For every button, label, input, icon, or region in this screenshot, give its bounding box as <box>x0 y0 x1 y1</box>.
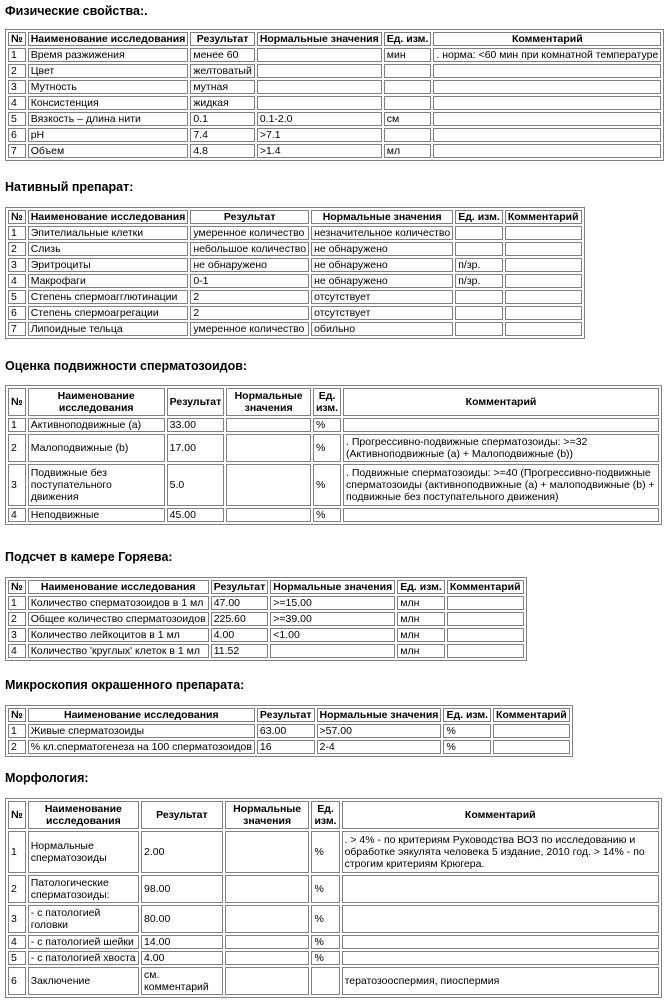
table-cell <box>257 80 382 94</box>
table-cell: % <box>443 740 491 754</box>
column-header: Результат <box>167 388 225 416</box>
table-native <box>5 207 585 339</box>
table-cell <box>455 226 503 240</box>
table-cell: млн <box>397 612 445 626</box>
table-cell: 2 <box>190 290 309 304</box>
table-cell: Живые сперматозоиды <box>28 724 255 738</box>
table-cell: 6 <box>8 967 26 995</box>
table-cell: см. комментарий <box>141 967 223 995</box>
column-header: Комментарий <box>493 708 570 722</box>
table-cell: 2-4 <box>317 740 442 754</box>
table-cell: 2 <box>190 306 309 320</box>
table-cell: Количество лейкоцитов в 1 мл <box>28 628 209 642</box>
column-header: Комментарий <box>447 580 524 594</box>
table-cell: Заключение <box>28 967 139 995</box>
table-cell: 4.00 <box>141 951 223 965</box>
column-header: Наименование исследования <box>28 580 209 594</box>
table-cell: не обнаружено <box>311 258 453 272</box>
table-cell: мутная <box>190 80 254 94</box>
table-cell: % <box>313 508 341 522</box>
section-title-stained: Микроскопия окрашенного препарата: <box>5 678 245 692</box>
table-cell: >7.1 <box>257 128 382 142</box>
table-cell: п/зр. <box>455 258 503 272</box>
table-cell: . Подвижные сперматозоиды: >=40 (Прогрессивно-подвижные сперматозоиды (активноподвижные (a) + малоподвижные (b) + подвижные без поступательного движения) <box>343 464 659 506</box>
table-header-row <box>8 210 582 224</box>
table-cell <box>225 905 310 933</box>
table-cell <box>433 64 661 78</box>
table-row <box>8 112 661 126</box>
column-header: Наименование исследования <box>28 210 189 224</box>
table-row <box>8 64 661 78</box>
column-header: Наименование исследования <box>28 32 189 46</box>
table-cell: % <box>313 464 341 506</box>
table-cell: 225.60 <box>211 612 269 626</box>
table-row <box>8 96 661 110</box>
table-cell: 16 <box>257 740 315 754</box>
column-header: Наименование исследования <box>28 708 255 722</box>
table-cell: менее 60 <box>190 48 254 62</box>
table-cell <box>505 242 582 256</box>
table-cell: 2 <box>8 64 26 78</box>
table-cell: 45.00 <box>167 508 225 522</box>
column-header: № <box>8 580 26 594</box>
table-cell: 6 <box>8 306 26 320</box>
table-cell: Консистенция <box>28 96 189 110</box>
table-cell <box>447 644 524 658</box>
table-cell: желтоватый <box>190 64 254 78</box>
table-cell: 4 <box>8 274 26 288</box>
table-cell: 2.00 <box>141 831 223 873</box>
table-cell: 7 <box>8 322 26 336</box>
table-cell <box>447 596 524 610</box>
table-cell: Время разжижения <box>28 48 189 62</box>
table-cell <box>433 80 661 94</box>
column-header: Комментарий <box>342 801 659 829</box>
column-header: № <box>8 801 26 829</box>
table-cell: 1 <box>8 48 26 62</box>
table-cell: 2 <box>8 875 26 903</box>
column-header: Результат <box>141 801 223 829</box>
table-cell: см <box>384 112 432 126</box>
table-cell: 7 <box>8 144 26 158</box>
column-header: Ед. изм. <box>397 580 445 594</box>
table-cell: >=15.00 <box>270 596 395 610</box>
table-cell <box>447 628 524 642</box>
table-cell: 5 <box>8 112 26 126</box>
table-cell <box>505 226 582 240</box>
table-cell <box>455 322 503 336</box>
table-row <box>8 258 582 272</box>
table-cell <box>342 951 659 965</box>
table-cell: 3 <box>8 905 26 933</box>
table-cell <box>226 418 311 432</box>
table-cell: . Прогрессивно-подвижные сперматозоиды: >=32 (Активноподвижные (a) + Малоподвижные (b)) <box>343 434 659 462</box>
table-cell: % <box>311 875 339 903</box>
table-cell: тератозооспермия, пиоспермия <box>342 967 659 995</box>
table-cell <box>505 290 582 304</box>
table-cell: Степень спермоагрегации <box>28 306 189 320</box>
section-title-physical: Физические свойства:. <box>5 4 148 18</box>
table-cell: 0.1-2.0 <box>257 112 382 126</box>
table-cell: Эритроциты <box>28 258 189 272</box>
table-motility <box>5 385 662 525</box>
table-cell: Объем <box>28 144 189 158</box>
table-cell <box>257 64 382 78</box>
table-cell: Патологические сперматозоиды: <box>28 875 139 903</box>
column-header: Ед. изм. <box>313 388 341 416</box>
table-cell: 0.1 <box>190 112 254 126</box>
table-cell <box>493 724 570 738</box>
table-cell: 14.00 <box>141 935 223 949</box>
table-cell <box>311 967 339 995</box>
table-cell <box>226 464 311 506</box>
table-cell <box>433 96 661 110</box>
table-cell: % <box>311 935 339 949</box>
column-header: Наименование исследования <box>28 388 165 416</box>
table-cell: 3 <box>8 258 26 272</box>
table-row <box>8 144 661 158</box>
table-cell <box>505 258 582 272</box>
table-cell <box>505 306 582 320</box>
table-cell: 4 <box>8 644 26 658</box>
table-cell: млн <box>397 644 445 658</box>
table-cell: Количество 'круглых' клеток в 1 мл <box>28 644 209 658</box>
table-cell: % <box>313 434 341 462</box>
table-cell <box>225 967 310 995</box>
table-cell <box>225 935 310 949</box>
table-row <box>8 80 661 94</box>
table-cell: % <box>311 951 339 965</box>
table-cell: 1 <box>8 418 26 432</box>
table-cell: 4.8 <box>190 144 254 158</box>
column-header: Нормальные значения <box>225 801 310 829</box>
column-header: Ед. изм. <box>455 210 503 224</box>
column-header: Нормальные значения <box>270 580 395 594</box>
table-cell <box>342 905 659 933</box>
table-row <box>8 724 570 738</box>
table-cell: небольшое количество <box>190 242 309 256</box>
table-cell: 5.0 <box>167 464 225 506</box>
table-cell <box>505 274 582 288</box>
table-cell <box>455 242 503 256</box>
table-cell: % <box>313 418 341 432</box>
table-cell: Вязкость – длина нити <box>28 112 189 126</box>
section-title-motility: Оценка подвижности сперматозоидов: <box>5 359 248 373</box>
table-cell <box>447 612 524 626</box>
section-title-morphology: Морфология: <box>5 771 89 785</box>
table-row <box>8 226 582 240</box>
table-cell <box>384 80 432 94</box>
table-morphology <box>5 798 662 998</box>
table-cell: обильно <box>311 322 453 336</box>
table-row <box>8 831 659 873</box>
table-goryaev <box>5 577 527 661</box>
column-header: Нормальные значения <box>226 388 311 416</box>
table-cell <box>226 508 311 522</box>
column-header: № <box>8 32 26 46</box>
table-cell: 5 <box>8 290 26 304</box>
table-cell: мл <box>384 144 432 158</box>
table-cell: 2 <box>8 434 26 462</box>
table-cell: млн <box>397 596 445 610</box>
table-cell: >57.00 <box>317 724 442 738</box>
column-header: Комментарий <box>505 210 582 224</box>
table-cell: pH <box>28 128 189 142</box>
column-header: Комментарий <box>433 32 661 46</box>
table-cell: Общее количество сперматозоидов <box>28 612 209 626</box>
table-header-row <box>8 580 524 594</box>
table-row <box>8 596 524 610</box>
table-cell: >1.4 <box>257 144 382 158</box>
table-row <box>8 967 659 995</box>
table-cell: >=39.00 <box>270 612 395 626</box>
table-cell: 98.00 <box>141 875 223 903</box>
column-header: Комментарий <box>343 388 659 416</box>
section-title-goryaev: Подсчет в камере Горяева: <box>5 550 173 564</box>
table-cell: <1.00 <box>270 628 395 642</box>
table-cell: 80.00 <box>141 905 223 933</box>
table-header-row <box>8 32 661 46</box>
table-physical <box>5 29 664 161</box>
table-row <box>8 740 570 754</box>
table-cell <box>384 96 432 110</box>
table-row <box>8 242 582 256</box>
column-header: Результат <box>211 580 269 594</box>
table-cell: - с патологией хвоста <box>28 951 139 965</box>
table-cell: мин <box>384 48 432 62</box>
table-cell: 1 <box>8 596 26 610</box>
table-cell: 17.00 <box>167 434 225 462</box>
table-cell: Степень спермоагглютинации <box>28 290 189 304</box>
table-header-row <box>8 388 659 416</box>
table-row <box>8 508 659 522</box>
table-cell <box>384 128 432 142</box>
table-cell: 3 <box>8 464 26 506</box>
table-cell <box>225 831 310 873</box>
table-cell: Малоподвижные (b) <box>28 434 165 462</box>
table-cell <box>433 112 661 126</box>
table-cell <box>257 96 382 110</box>
table-cell <box>342 935 659 949</box>
table-row <box>8 644 524 658</box>
table-row <box>8 935 659 949</box>
table-header-row <box>8 708 570 722</box>
table-cell <box>225 875 310 903</box>
table-cell <box>455 306 503 320</box>
table-cell: Слизь <box>28 242 189 256</box>
column-header: Наименование исследования <box>28 801 139 829</box>
table-cell: 6 <box>8 128 26 142</box>
table-cell <box>225 951 310 965</box>
table-cell: 33.00 <box>167 418 225 432</box>
column-header: Результат <box>257 708 315 722</box>
table-cell <box>226 434 311 462</box>
table-cell: 0-1 <box>190 274 309 288</box>
table-cell: 4 <box>8 96 26 110</box>
table-cell <box>493 740 570 754</box>
table-cell: 3 <box>8 628 26 642</box>
table-cell: 1 <box>8 226 26 240</box>
table-cell: % <box>311 831 339 873</box>
table-cell: не обнаружено <box>311 242 453 256</box>
table-cell <box>257 48 382 62</box>
table-cell: 2 <box>8 740 26 754</box>
table-cell: 1 <box>8 831 26 873</box>
column-header: № <box>8 210 26 224</box>
column-header: № <box>8 708 26 722</box>
table-cell: Липоидные тельца <box>28 322 189 336</box>
table-cell: 5 <box>8 951 26 965</box>
table-cell: млн <box>397 628 445 642</box>
table-cell: Цвет <box>28 64 189 78</box>
table-cell: - с патологией шейки <box>28 935 139 949</box>
table-row <box>8 434 659 462</box>
table-cell: Неподвижные <box>28 508 165 522</box>
table-cell: Мутность <box>28 80 189 94</box>
table-cell: Подвижные без поступательного движения <box>28 464 165 506</box>
table-cell: 63.00 <box>257 724 315 738</box>
table-cell: . > 4% - по критериям Руководства ВОЗ по исследованию и обработке эякулята человека 5 издание, 2010 год. > 14% - по строгим критериям Крюгера. <box>342 831 659 873</box>
table-cell: 4 <box>8 935 26 949</box>
table-cell: 2 <box>8 242 26 256</box>
table-cell: умеренное количество <box>190 322 309 336</box>
table-cell: 1 <box>8 724 26 738</box>
table-cell: умеренное количество <box>190 226 309 240</box>
table-row <box>8 905 659 933</box>
table-row <box>8 875 659 903</box>
column-header: Ед. изм. <box>311 801 339 829</box>
column-header: Ед. изм. <box>443 708 491 722</box>
table-cell: Нормальные сперматозоиды <box>28 831 139 873</box>
table-row <box>8 274 582 288</box>
table-cell: 47.00 <box>211 596 269 610</box>
table-row <box>8 951 659 965</box>
table-cell <box>384 64 432 78</box>
table-cell: Макрофаги <box>28 274 189 288</box>
table-cell: Количество сперматозоидов в 1 мл <box>28 596 209 610</box>
table-stained <box>5 705 573 757</box>
table-cell: 3 <box>8 80 26 94</box>
table-row <box>8 306 582 320</box>
column-header: Нормальные значения <box>311 210 453 224</box>
table-cell: не обнаружено <box>190 258 309 272</box>
table-cell: 7.4 <box>190 128 254 142</box>
table-cell: отсутствует <box>311 306 453 320</box>
table-cell: Эпителиальные клетки <box>28 226 189 240</box>
column-header: Нормальные значения <box>257 32 382 46</box>
table-cell: не обнаружено <box>311 274 453 288</box>
table-cell: % <box>311 905 339 933</box>
column-header: Ед. изм. <box>384 32 432 46</box>
table-header-row <box>8 801 659 829</box>
table-cell: отсутствует <box>311 290 453 304</box>
column-header: Результат <box>190 32 254 46</box>
table-cell: п/зр. <box>455 274 503 288</box>
section-title-native: Нативный препарат: <box>5 180 134 194</box>
table-cell <box>270 644 395 658</box>
table-cell: . норма: <60 мин при комнатной температуре <box>433 48 661 62</box>
table-row <box>8 628 524 642</box>
table-cell: жидкая <box>190 96 254 110</box>
table-cell: % <box>443 724 491 738</box>
column-header: № <box>8 388 26 416</box>
table-cell: Активноподвижные (a) <box>28 418 165 432</box>
table-row <box>8 418 659 432</box>
table-cell: незначительное количество <box>311 226 453 240</box>
table-row <box>8 322 582 336</box>
table-row <box>8 128 661 142</box>
column-header: Результат <box>190 210 309 224</box>
table-cell <box>342 875 659 903</box>
table-cell <box>343 508 659 522</box>
table-row <box>8 464 659 506</box>
table-cell: % кл.сперматогенеза на 100 сперматозоидов <box>28 740 255 754</box>
table-cell <box>433 144 661 158</box>
table-cell <box>505 322 582 336</box>
table-cell <box>343 418 659 432</box>
table-cell: - с патологией головки <box>28 905 139 933</box>
table-cell: 11.52 <box>211 644 269 658</box>
table-cell: 4 <box>8 508 26 522</box>
table-cell <box>455 290 503 304</box>
table-cell: 2 <box>8 612 26 626</box>
table-row <box>8 612 524 626</box>
column-header: Нормальные значения <box>317 708 442 722</box>
table-cell: 4.00 <box>211 628 269 642</box>
table-row <box>8 290 582 304</box>
table-cell <box>433 128 661 142</box>
table-row <box>8 48 661 62</box>
